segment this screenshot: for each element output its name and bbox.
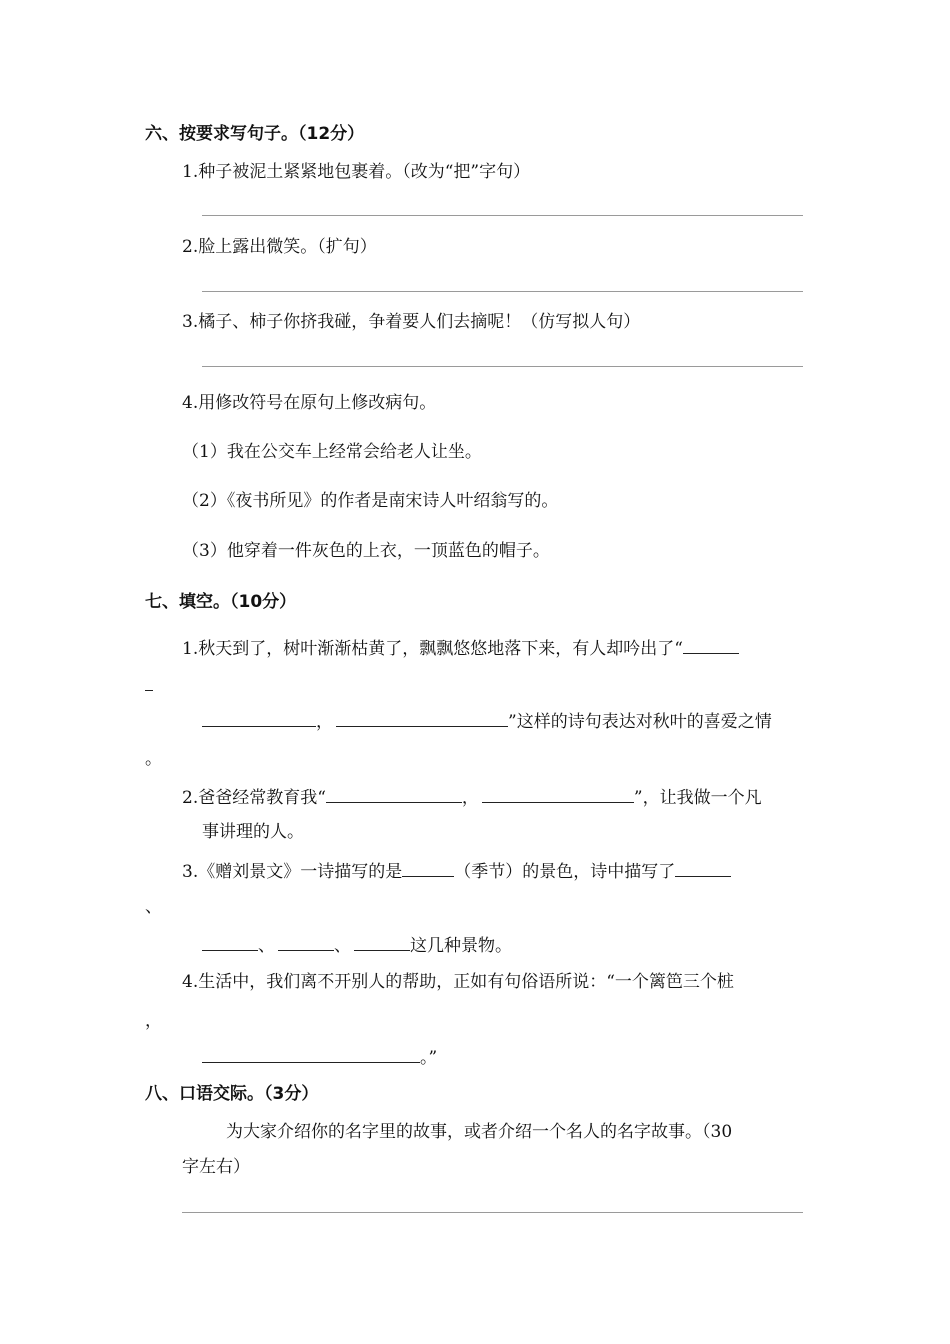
fill-blank-7-2b[interactable] <box>482 785 634 803</box>
question-7-4-comma: ， <box>145 1011 162 1031</box>
question-7-3-dun3: 、 <box>334 936 351 956</box>
fill-blank-7-3a[interactable] <box>402 859 454 877</box>
question-7-2 <box>182 785 762 809</box>
fill-blank-7-4[interactable] <box>202 1045 420 1063</box>
question-7-1-tail: ”这样的诗句表达对秋叶的喜爱之情 <box>508 712 772 732</box>
question-7-3-line2 <box>202 933 512 957</box>
question-7-3 <box>182 859 731 883</box>
question-6-2: 2.脸上露出微笑。（扩句） <box>182 237 377 257</box>
fill-blank-7-1a-wrap[interactable] <box>145 690 153 691</box>
fill-blank-7-1c[interactable] <box>336 709 508 727</box>
fill-blank-7-1b[interactable] <box>202 709 316 727</box>
section-8-prompt-line1: 为大家介绍你的名字里的故事，或者介绍一个名人的名字故事。（30 <box>226 1122 733 1142</box>
question-7-1-end: 。 <box>145 749 162 769</box>
question-7-1-text: 1.秋天到了，树叶渐渐枯黄了，飘飘悠悠地落下来，有人却吟出了“ <box>182 639 683 659</box>
question-7-3-mid: （季节）的景色，诗中描写了 <box>454 862 676 882</box>
question-7-1 <box>182 636 739 660</box>
question-7-4-end: 。” <box>420 1048 438 1068</box>
question-7-3-dun2: 、 <box>258 936 275 956</box>
answer-line-8[interactable] <box>182 1212 803 1213</box>
answer-line-6-2[interactable] <box>202 291 803 292</box>
answer-line-6-3[interactable] <box>202 366 803 367</box>
question-7-3-text: 3.《赠刘景文》一诗描写的是 <box>182 862 403 882</box>
question-7-2-text: 2.爸爸经常教育我“ <box>182 788 326 808</box>
question-6-4-2: （2）《夜书所见》的作者是南宋诗人叶绍翁写的。 <box>182 491 559 511</box>
question-6-4-3: （3）他穿着一件灰色的上衣，一顶蓝色的帽子。 <box>182 541 550 561</box>
question-7-1-line2 <box>202 709 772 733</box>
fill-blank-7-3b[interactable] <box>675 859 731 877</box>
section-6-title: 六、按要求写句子。（12分） <box>145 124 365 144</box>
fill-blank-7-3c[interactable] <box>202 933 258 951</box>
section-8-title: 八、口语交际。（3分） <box>145 1084 319 1104</box>
section-7-title: 七、填空。（10分） <box>145 592 297 612</box>
fill-blank-7-3d[interactable] <box>278 933 334 951</box>
question-7-4: 4.生活中，我们离不开别人的帮助，正如有句俗语所说：“一个篱笆三个桩 <box>182 972 734 992</box>
question-7-3-tail: 这几种景物。 <box>410 936 512 956</box>
question-6-4: 4.用修改符号在原句上修改病句。 <box>182 393 437 413</box>
fill-blank-7-1a[interactable] <box>683 636 739 654</box>
question-6-3: 3.橘子、柿子你挤我碰，争着要人们去摘呢！（仿写拟人句） <box>182 312 641 332</box>
answer-line-6-1[interactable] <box>202 215 803 216</box>
section-8-prompt-line2: 字左右） <box>182 1157 250 1177</box>
question-7-3-dun: 、 <box>145 897 162 917</box>
question-6-1: 1.种子被泥土紧紧地包裹着。（改为“把”字句） <box>182 162 531 182</box>
question-7-2-sep: ， <box>461 788 479 808</box>
question-7-4-line2 <box>202 1045 437 1069</box>
question-7-1-sep: ， <box>316 712 333 732</box>
fill-blank-7-3e[interactable] <box>354 933 410 951</box>
question-7-2-tail: ”，让我做一个凡 <box>633 788 762 808</box>
question-7-2-line2: 事讲理的人。 <box>202 822 304 842</box>
question-6-4-1: （1）我在公交车上经常会给老人让坐。 <box>182 442 482 462</box>
fill-blank-7-2a[interactable] <box>326 785 462 803</box>
